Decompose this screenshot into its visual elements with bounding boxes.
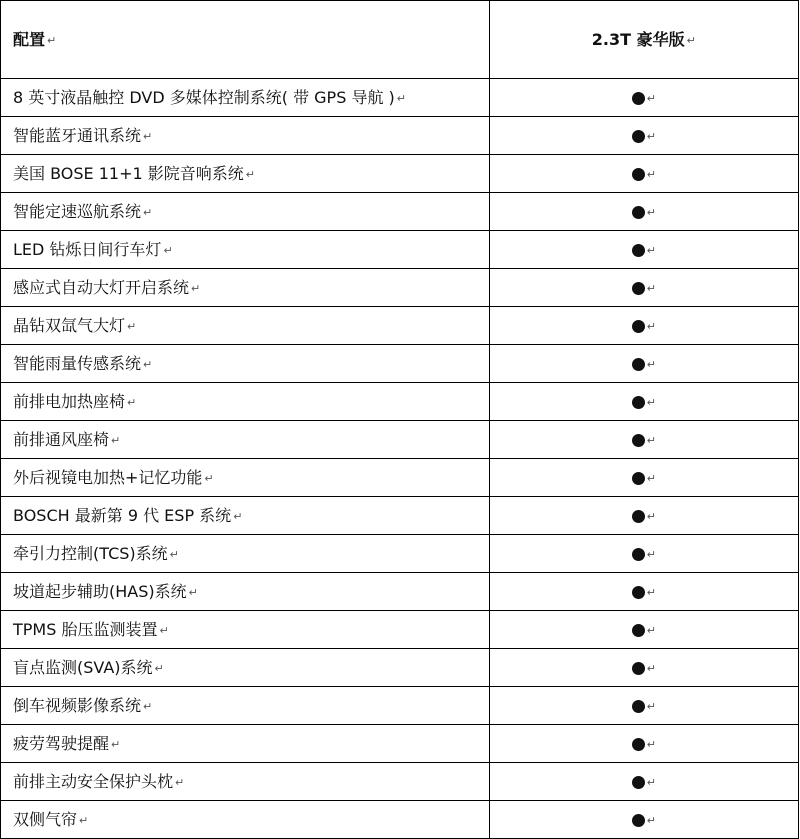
return-mark-icon: ↵	[204, 471, 214, 485]
filled-dot-icon	[632, 472, 645, 485]
header-trim-label: 2.3T 豪华版	[591, 29, 685, 49]
return-mark-icon: ↵	[646, 395, 656, 409]
table-row	[1, 687, 799, 725]
table-row	[1, 269, 799, 307]
feature-name: TPMS 胎压监测装置	[13, 619, 158, 639]
table-row	[1, 79, 799, 117]
feature-name-cell	[1, 573, 490, 611]
table-row	[1, 193, 799, 231]
feature-name-cell	[1, 193, 490, 231]
included-cell	[489, 535, 798, 573]
feature-name: 外后视镜电加热+记忆功能	[13, 467, 203, 487]
return-mark-icon: ↵	[143, 699, 153, 713]
return-mark-icon: ↵	[646, 775, 656, 789]
feature-name: 前排主动安全保护头枕	[13, 771, 174, 791]
feature-name: 牵引力控制(TCS)系统	[13, 543, 168, 563]
filled-dot-icon	[632, 776, 645, 789]
feature-name: 前排电加热座椅	[13, 391, 126, 411]
table-row	[1, 155, 799, 193]
included-cell	[489, 117, 798, 155]
return-mark-icon: ↵	[127, 319, 137, 333]
included-cell	[489, 307, 798, 345]
return-mark-icon: ↵	[646, 243, 656, 257]
filled-dot-icon	[632, 92, 645, 105]
feature-name: 疲劳驾驶提醒	[13, 733, 110, 753]
feature-name: 智能蓝牙通讯系统	[13, 125, 142, 145]
feature-name: 倒车视频影像系统	[13, 695, 142, 715]
table-header-row	[1, 1, 799, 79]
table-row	[1, 497, 799, 535]
feature-name-cell	[1, 801, 490, 839]
return-mark-icon: ↵	[646, 205, 656, 219]
included-cell	[489, 763, 798, 801]
feature-name: 盲点监测(SVA)系统	[13, 657, 153, 677]
feature-name-cell	[1, 231, 490, 269]
feature-name: 晶钻双氙气大灯	[13, 315, 126, 335]
return-mark-icon: ↵	[646, 813, 656, 827]
included-cell	[489, 79, 798, 117]
feature-name: 智能定速巡航系统	[13, 201, 142, 221]
feature-name-cell	[1, 687, 490, 725]
feature-name-cell	[1, 345, 490, 383]
feature-name: 坡道起步辅助(HAS)系统	[13, 581, 187, 601]
feature-name: 智能雨量传感系统	[13, 353, 142, 373]
feature-name-cell	[1, 611, 490, 649]
filled-dot-icon	[632, 586, 645, 599]
feature-name-cell	[1, 117, 490, 155]
feature-name-cell	[1, 383, 490, 421]
return-mark-icon: ↵	[646, 623, 656, 637]
feature-name-cell	[1, 79, 490, 117]
filled-dot-icon	[632, 700, 645, 713]
table-row	[1, 573, 799, 611]
return-mark-icon: ↵	[111, 433, 121, 447]
feature-name-cell	[1, 307, 490, 345]
included-cell	[489, 269, 798, 307]
table-row	[1, 611, 799, 649]
table-row	[1, 345, 799, 383]
feature-name-cell	[1, 497, 490, 535]
return-mark-icon: ↵	[188, 585, 198, 599]
return-mark-icon: ↵	[646, 509, 656, 523]
return-mark-icon: ↵	[191, 281, 201, 295]
filled-dot-icon	[632, 434, 645, 447]
table-row	[1, 763, 799, 801]
filled-dot-icon	[632, 282, 645, 295]
header-feature-cell	[1, 1, 490, 79]
filled-dot-icon	[632, 548, 645, 561]
filled-dot-icon	[632, 624, 645, 637]
table-row	[1, 117, 799, 155]
feature-name-cell	[1, 725, 490, 763]
filled-dot-icon	[632, 738, 645, 751]
return-mark-icon: ↵	[233, 509, 243, 523]
included-cell	[489, 801, 798, 839]
included-cell	[489, 193, 798, 231]
included-cell	[489, 687, 798, 725]
return-mark-icon: ↵	[646, 737, 656, 751]
return-mark-icon: ↵	[646, 585, 656, 599]
feature-name-cell	[1, 421, 490, 459]
return-mark-icon: ↵	[175, 775, 185, 789]
return-mark-icon: ↵	[646, 661, 656, 675]
filled-dot-icon	[632, 130, 645, 143]
table-row	[1, 535, 799, 573]
feature-name: BOSCH 最新第 9 代 ESP 系统	[13, 505, 232, 525]
included-cell	[489, 155, 798, 193]
included-cell	[489, 231, 798, 269]
included-cell	[489, 611, 798, 649]
table-row	[1, 231, 799, 269]
table-row	[1, 801, 799, 839]
included-cell	[489, 345, 798, 383]
filled-dot-icon	[632, 662, 645, 675]
table-row	[1, 649, 799, 687]
feature-name-cell	[1, 535, 490, 573]
return-mark-icon: ↵	[646, 281, 656, 295]
return-mark-icon: ↵	[127, 395, 137, 409]
return-mark-icon: ↵	[154, 661, 164, 675]
return-mark-icon: ↵	[646, 357, 656, 371]
included-cell	[489, 649, 798, 687]
feature-name-cell	[1, 459, 490, 497]
table-row	[1, 383, 799, 421]
return-mark-icon: ↵	[159, 623, 169, 637]
return-mark-icon: ↵	[646, 91, 656, 105]
return-mark-icon: ↵	[143, 205, 153, 219]
included-cell	[489, 459, 798, 497]
filled-dot-icon	[632, 814, 645, 827]
feature-name-cell	[1, 155, 490, 193]
feature-name: 感应式自动大灯开启系统	[13, 277, 190, 297]
table-row	[1, 725, 799, 763]
filled-dot-icon	[632, 358, 645, 371]
filled-dot-icon	[632, 206, 645, 219]
included-cell	[489, 573, 798, 611]
return-mark-icon: ↵	[646, 319, 656, 333]
return-mark-icon: ↵	[646, 167, 656, 181]
return-mark-icon: ↵	[245, 167, 255, 181]
header-trim-cell	[489, 1, 798, 79]
feature-name: 前排通风座椅	[13, 429, 110, 449]
return-mark-icon: ↵	[47, 33, 57, 47]
included-cell	[489, 725, 798, 763]
return-mark-icon: ↵	[111, 737, 121, 751]
feature-name: LED 钻烁日间行车灯	[13, 239, 162, 259]
filled-dot-icon	[632, 510, 645, 523]
table-row	[1, 307, 799, 345]
return-mark-icon: ↵	[163, 243, 173, 257]
feature-name: 美国 BOSE 11+1 影院音响系统	[13, 163, 244, 183]
feature-name-cell	[1, 269, 490, 307]
header-feature-label: 配置	[13, 29, 46, 49]
included-cell	[489, 383, 798, 421]
feature-name: 8 英寸液晶触控 DVD 多媒体控制系统( 带 GPS 导航 )	[13, 87, 395, 107]
included-cell	[489, 497, 798, 535]
return-mark-icon: ↵	[79, 813, 89, 827]
return-mark-icon: ↵	[646, 433, 656, 447]
included-cell	[489, 421, 798, 459]
filled-dot-icon	[632, 244, 645, 257]
return-mark-icon: ↵	[646, 547, 656, 561]
return-mark-icon: ↵	[143, 129, 153, 143]
return-mark-icon: ↵	[143, 357, 153, 371]
filled-dot-icon	[632, 168, 645, 181]
return-mark-icon: ↵	[686, 33, 696, 47]
return-mark-icon: ↵	[169, 547, 179, 561]
filled-dot-icon	[632, 396, 645, 409]
feature-name-cell	[1, 649, 490, 687]
return-mark-icon: ↵	[396, 91, 406, 105]
feature-name: 双侧气帘	[13, 809, 78, 829]
return-mark-icon: ↵	[646, 699, 656, 713]
return-mark-icon: ↵	[646, 129, 656, 143]
table-row	[1, 421, 799, 459]
feature-name-cell	[1, 763, 490, 801]
return-mark-icon: ↵	[646, 471, 656, 485]
table-row	[1, 459, 799, 497]
filled-dot-icon	[632, 320, 645, 333]
